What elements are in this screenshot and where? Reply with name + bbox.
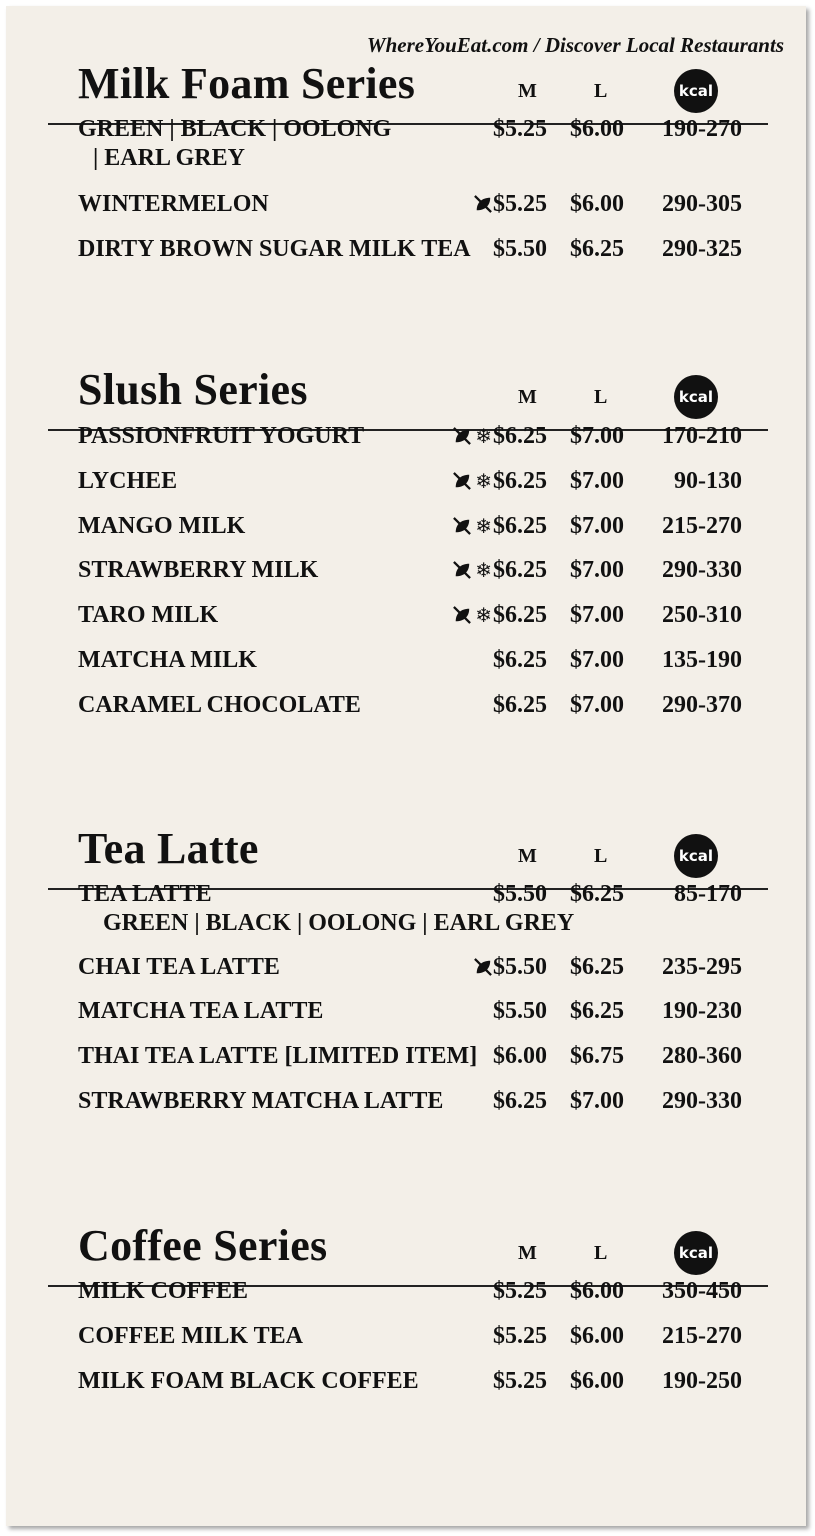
item-calories: 290-305 [662,191,742,217]
price-large: $7.00 [570,692,624,718]
no-dairy-leaf-icon [453,606,471,624]
item-name: TEA LATTE [78,881,212,907]
item-calories: 350-450 [662,1278,742,1304]
price-medium: $6.25 [493,647,547,673]
price-large: $6.75 [570,1043,624,1069]
no-dairy-leaf-icon [453,561,471,579]
price-medium: $5.25 [493,1278,547,1304]
no-dairy-leaf-icon [474,958,492,976]
size-l-header: L [594,1242,608,1264]
price-large: $6.25 [570,954,624,980]
price-large: $6.00 [570,191,624,217]
snowflake-icon: ❄ [475,514,492,538]
item-icons [453,558,492,582]
size-m-header: M [518,386,537,408]
menu-page [6,6,806,1526]
size-m-header: M [518,1242,537,1264]
size-l-header: L [594,845,608,867]
item-calories: 190-270 [662,116,742,142]
price-large: $6.00 [570,1278,624,1304]
section-title: Slush Series [78,365,308,414]
price-large: $7.00 [570,468,624,494]
price-large: $6.00 [570,1323,624,1349]
snowflake-icon: ❄ [475,558,492,582]
price-medium: $5.25 [493,116,547,142]
item-variants: GREEN | BLACK | OOLONG | EARL GREY [103,910,575,936]
item-name: MILK COFFEE [78,1278,249,1304]
price-medium: $5.50 [493,998,547,1024]
no-dairy-leaf-icon [453,472,471,490]
item-name: CARAMEL CHOCOLATE [78,692,361,718]
item-name: STRAWBERRY MILK [78,557,319,583]
item-name: DIRTY BROWN SUGAR MILK TEA [78,236,471,262]
snowflake-icon: ❄ [475,603,492,627]
menu-section [6,364,806,414]
menu-section [6,58,806,108]
price-large: $7.00 [570,557,624,583]
price-medium: $6.25 [493,423,547,449]
item-name: GREEN | BLACK | OOLONG [78,116,392,142]
price-large: $7.00 [570,513,624,539]
price-medium: $6.25 [493,468,547,494]
item-calories: 135-190 [662,647,742,673]
price-medium: $6.25 [493,513,547,539]
price-large: $7.00 [570,647,624,673]
price-large: $6.25 [570,998,624,1024]
price-large: $7.00 [570,602,624,628]
price-medium: $5.50 [493,236,547,262]
item-calories: 215-270 [662,513,742,539]
item-variants: | EARL GREY [93,145,245,171]
item-calories: 290-330 [662,557,742,583]
item-icons [453,469,492,493]
item-calories: 290-325 [662,236,742,262]
price-large: $6.25 [570,881,624,907]
section-title: Tea Latte [78,824,259,873]
kcal-badge: kcal [674,1231,718,1275]
price-medium: $5.25 [493,1323,547,1349]
item-calories: 290-330 [662,1088,742,1114]
item-name: TARO MILK [78,602,219,628]
item-name: LYCHEE [78,468,178,494]
item-name: WINTERMELON [78,191,269,217]
size-m-header: M [518,80,537,102]
item-icons [453,424,492,448]
size-m-header: M [518,845,537,867]
size-l-header: L [594,80,608,102]
item-name: MILK FOAM BLACK COFFEE [78,1368,419,1394]
menu-section [6,823,806,873]
watermark: WhereYouEat.com / Discover Local Restaurants [366,33,784,57]
kcal-badge: kcal [674,834,718,878]
section-title: Milk Foam Series [78,59,416,108]
price-large: $7.00 [570,423,624,449]
no-dairy-leaf-icon [453,517,471,535]
item-calories: 90-130 [674,468,742,494]
no-dairy-leaf-icon [453,427,471,445]
item-name: STRAWBERRY MATCHA LATTE [78,1088,444,1114]
item-calories: 85-170 [674,881,742,907]
item-icons [453,603,492,627]
section-title: Coffee Series [78,1221,328,1270]
price-large: $6.00 [570,1368,624,1394]
price-large: $6.25 [570,236,624,262]
price-medium: $6.25 [493,557,547,583]
price-medium: $6.25 [493,602,547,628]
item-icons [453,514,492,538]
no-dairy-leaf-icon [474,195,492,213]
item-name: THAI TEA LATTE [LIMITED ITEM] [78,1043,478,1069]
item-name: MATCHA MILK [78,647,257,673]
price-large: $7.00 [570,1088,624,1114]
item-icons [474,955,492,979]
item-name: PASSIONFRUIT YOGURT [78,423,365,449]
item-calories: 190-250 [662,1368,742,1394]
item-name: CHAI TEA LATTE [78,954,280,980]
price-medium: $5.25 [493,191,547,217]
snowflake-icon: ❄ [475,424,492,448]
price-medium: $6.25 [493,692,547,718]
item-calories: 215-270 [662,1323,742,1349]
item-calories: 290-370 [662,692,742,718]
price-medium: $5.50 [493,954,547,980]
price-medium: $5.25 [493,1368,547,1394]
item-calories: 280-360 [662,1043,742,1069]
size-l-header: L [594,386,608,408]
item-icons [474,192,492,216]
kcal-badge: kcal [674,69,718,113]
item-name: COFFEE MILK TEA [78,1323,303,1349]
price-medium: $6.00 [493,1043,547,1069]
item-name: MANGO MILK [78,513,246,539]
snowflake-icon: ❄ [475,469,492,493]
item-name: MATCHA TEA LATTE [78,998,324,1024]
kcal-badge: kcal [674,375,718,419]
price-medium: $5.50 [493,881,547,907]
price-large: $6.00 [570,116,624,142]
item-calories: 235-295 [662,954,742,980]
price-medium: $6.25 [493,1088,547,1114]
item-calories: 250-310 [662,602,742,628]
item-calories: 190-230 [662,998,742,1024]
menu-section [6,1220,806,1270]
item-calories: 170-210 [662,423,742,449]
